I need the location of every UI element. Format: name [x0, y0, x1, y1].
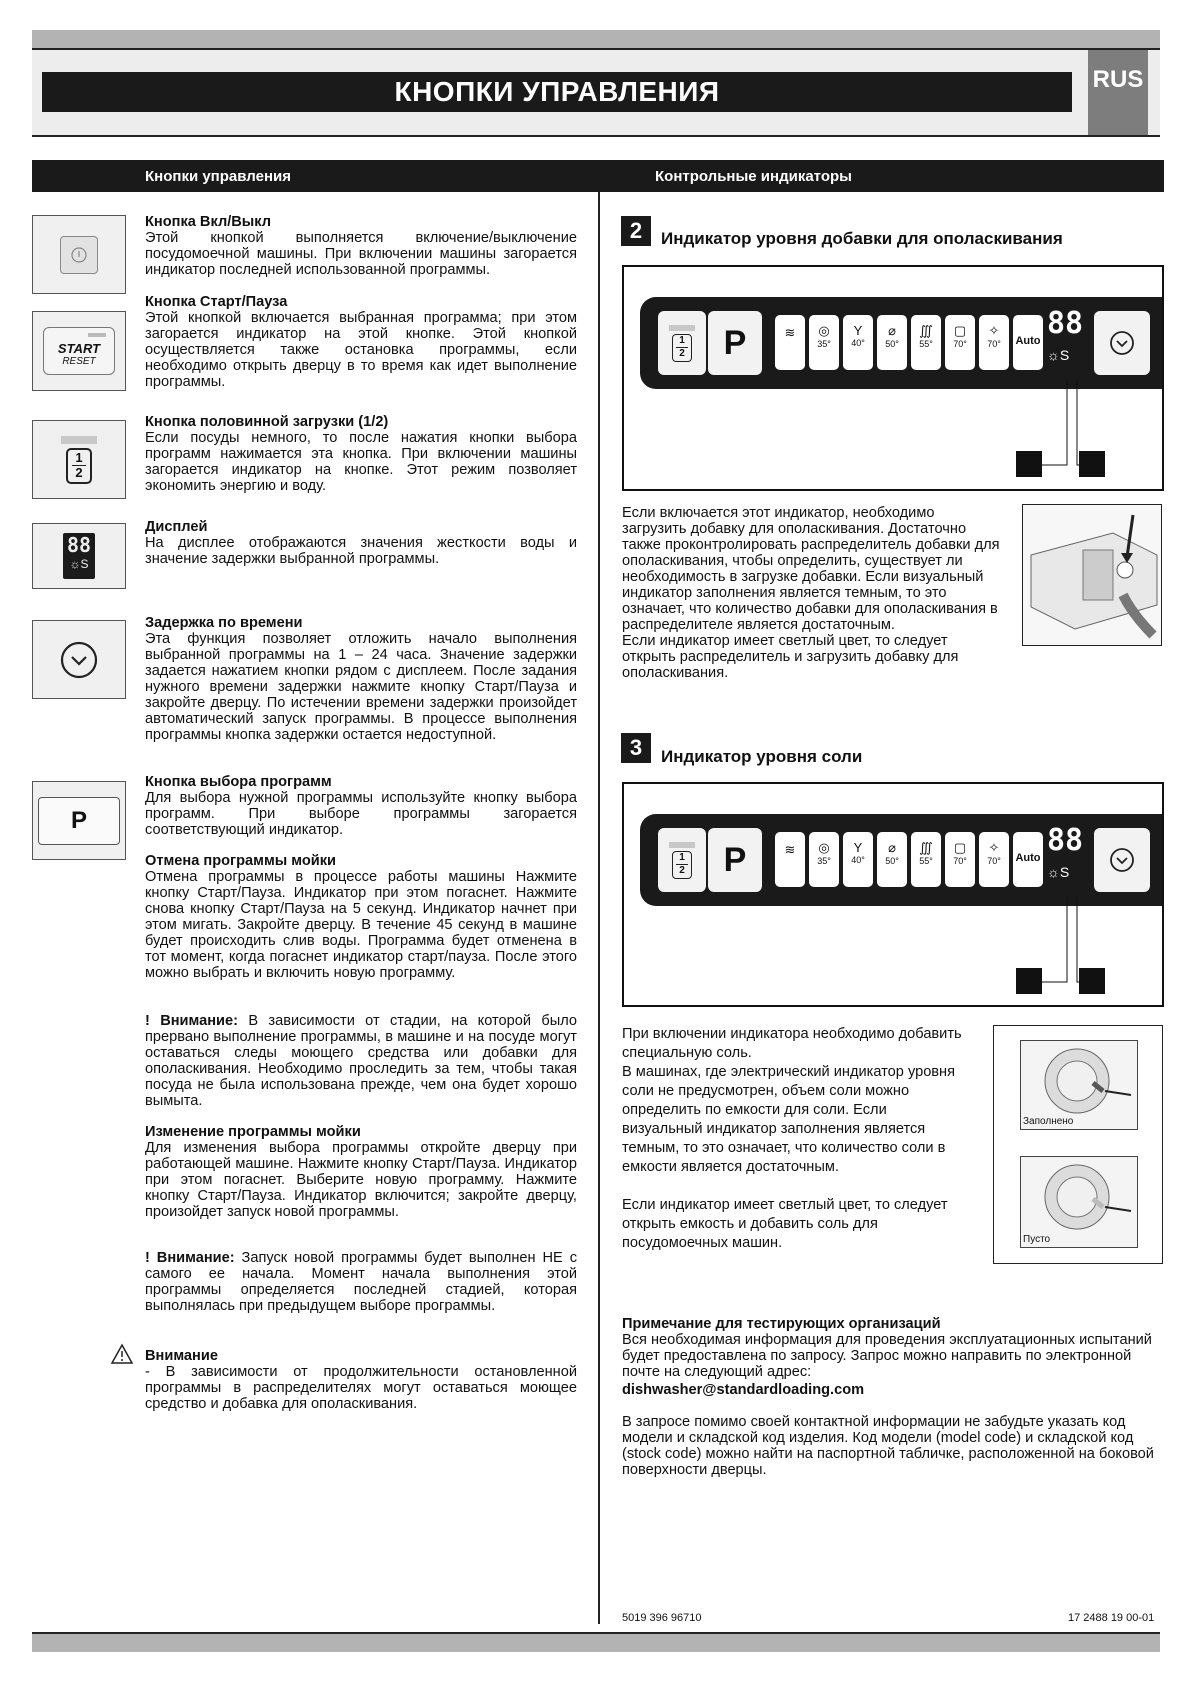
section-left-title: Кнопки управления [145, 168, 291, 185]
warning-triangle-icon [110, 1343, 134, 1365]
program-key: P [708, 828, 762, 892]
half-bottom: 2 [679, 864, 685, 876]
rinse-aid-dispenser-drawing [1023, 505, 1163, 647]
indicator-2-number: 2 [621, 216, 651, 246]
page-title: КНОПКИ УПРАВЛЕНИЯ [42, 72, 1072, 112]
half-top: 1 [679, 851, 685, 863]
salt-full-image [1020, 1040, 1138, 1130]
warning-text: Запуск новой программы будет выполнен НЕ с самого ее начала. Момент начала выполнения этой программы определяется последней стадией, которая выполнялась при предыдущем выборе программы. [145, 1250, 577, 1314]
eco-glyph: ◎ [818, 323, 830, 338]
program-button: P [38, 797, 120, 845]
reset-label: RESET [62, 356, 96, 367]
item-title: Кнопка половинной загрузки (1/2) [145, 414, 389, 430]
panel-display-digits: 88 [1047, 823, 1084, 858]
note-text: Вся необходимая информация для проведения эксплуатационных испытаний будет предоставлена по запросу. Запрос можно направить по электронной почте на следующий адрес: [622, 1332, 1152, 1380]
rinse-aid-dispenser-image [1022, 504, 1162, 646]
warning-text: В зависимости от стадии, на которой было прервано выполнение программы, в машине и на посуде могут оставаться следы моющего средства или добавки для ополаскивания. Необходимо проследить за тем, чтобы такая посуда не была использована прежде, чем она будет хорошо вымыта. [145, 1013, 577, 1109]
panel-sun-s-icon: ☼S [1047, 864, 1070, 880]
footer-left-code: 5019 396 96710 [622, 1612, 702, 1624]
display-unit [63, 533, 95, 579]
eco-glyph: ⌀ [888, 840, 896, 855]
note-title: Примечание для тестирующих организаций [622, 1316, 941, 1332]
indicator-3-text: При включении индикатора необходимо добавить специальную соль. В машинах, где электрический индикатор уровня соли не предусмотрен, объем соли можно определить по емкости для соли. Если визуальный индикатор заполнения является темным, то это означает, что количество соли в емкости является достаточным. Если индикатор имеет светлый цвет, то следует открыть емкость и добавить соль для посудомоечных машин. [622, 1026, 962, 1251]
item-start [145, 294, 577, 390]
top-band [32, 30, 1160, 48]
power-button [60, 236, 98, 274]
item-display [145, 519, 577, 567]
item-text: Если посуды немного, то после нажатия кнопки выбора программ нажимается эта кнопка. При включении машины загорается индикатор на кнопке. Этот режим позволяет экономить энергию и воду. [145, 430, 577, 494]
bottom-band [32, 1634, 1160, 1652]
item-program [145, 774, 577, 838]
item-title: Отмена программы мойки [145, 853, 337, 869]
temp-label: 70° [953, 856, 967, 866]
program-auto-icon: Auto [1013, 315, 1043, 370]
temp-label: 55° [919, 856, 933, 866]
half-top: 1 [679, 334, 685, 346]
half-load-button-image [32, 420, 126, 499]
item-text: Для изменения выбора программы откройте дверцу при работающей машине. Нажмите кнопку Старт/Пауза. Индикатор при этом погаснет. Выберите новую программу. Нажмите кнопку Старт/Пауза. Индикатор включится; закройте дверцу, произойдет запуск новой программы. [145, 1140, 577, 1220]
temp-label: 40° [851, 855, 865, 865]
program-button-image [32, 781, 126, 860]
callout-marker [1079, 968, 1105, 994]
temp-label: 40° [851, 338, 865, 348]
item-cancel [145, 853, 577, 981]
temp-label: 55° [919, 339, 933, 349]
section-right-title: Контрольные индикаторы [655, 168, 852, 185]
half-bottom: 2 [679, 347, 685, 359]
warning-label: ! Внимание: [145, 1013, 238, 1029]
eco-glyph: ⌀ [888, 323, 896, 338]
item-delay [145, 615, 577, 743]
item-text: - В зависимости от продолжительности остановленной программы в распределителях могут оставаться моющее средство и добавка для ополаскивания. [145, 1364, 577, 1412]
control-panel-figure-1 [622, 265, 1164, 491]
program-auto-icon: Auto [1013, 832, 1043, 887]
item-half-load [145, 414, 577, 494]
glass-glyph: Y [853, 840, 863, 855]
callout-marker [1016, 451, 1042, 477]
panel-display-digits: 88 [1047, 306, 1084, 341]
item-warning-3 [145, 1348, 577, 1412]
prewash-icon: ≋ [775, 315, 805, 370]
warning-label: ! Внимание: [145, 1250, 235, 1266]
footer-right-code: 17 2488 19 00-01 [1068, 1612, 1155, 1624]
temp-label: 35° [817, 339, 831, 349]
item-warning-1 [145, 1013, 577, 1109]
daily-glyph: ∭ [919, 840, 933, 855]
half-load-icon [66, 448, 92, 484]
start-label: START [57, 341, 101, 356]
panel-sun-s-icon: ☼S [1047, 347, 1070, 363]
item-warning-2 [145, 1250, 577, 1314]
item-text: Для выбора нужной программы используйте кнопку выбора программ. При выборе программы загорается соответствующий индикатор. [145, 790, 577, 838]
item-title: Кнопка Старт/Пауза [145, 294, 288, 310]
item-text [145, 1013, 577, 1109]
note-email[interactable]: dishwasher@standardloading.com [622, 1382, 865, 1398]
header-rule [32, 135, 1160, 137]
item-text: На дисплее отображаются значения жесткости воды и значение задержки выбранной программы. [145, 535, 577, 567]
item-title: Задержка по времени [145, 615, 303, 631]
salt-indicator-image [993, 1025, 1163, 1264]
intensive-glyph: ✧ [988, 840, 1000, 855]
item-text: Этой кнопкой включается выбранная программа; при этом загорается индикатор на этой кнопке. Этой кнопкой осуществляется также остановка программы, если необходимо открыть дверцу в то время как идет выполнение программы. [145, 310, 577, 390]
daily-glyph: ∭ [919, 323, 933, 338]
item-change [145, 1124, 577, 1220]
eco-glyph: ◎ [818, 840, 830, 855]
salt-empty-label: Пусто [1023, 1234, 1051, 1245]
glass-glyph: Y [853, 323, 863, 338]
note-text-2: В запросе помимо своей контактной информации не забудьте указать код модели и складской код изделия. Код модели (model code) и складской код (stock code) можно найти на паспортной табличке, расположенной на боковой поверхности дверцы. [622, 1414, 1154, 1478]
start-reset-button [43, 327, 115, 375]
control-panel-figure-2 [622, 782, 1164, 1007]
indicator-2-text: Если включается этот индикатор, необходимо загрузить добавку для ополаскивания. Достаточно также проконтролировать распределитель добавки для ополаскивания, чтобы определить, существует ли необходимость в загрузке добавки. Если визуальный индикатор заполнения является темным, то это означает, что количество добавки для ополаскивания в распределителе является достаточным. Если индикатор имеет светлый цвет, то следует открыть распределитель и загрузить добавку для ополаскивания. [622, 505, 1000, 681]
temp-label: 50° [885, 856, 899, 866]
indicator-2-title: Индикатор уровня добавки для ополаскивания [661, 229, 1063, 248]
display-image [32, 523, 126, 589]
language-tab: RUS [1088, 50, 1148, 135]
column-divider [598, 192, 600, 1624]
testing-note [622, 1316, 1162, 1478]
half-load-led [61, 436, 97, 444]
item-text: Эта функция позволяет отложить начало выполнения выбранной программы на 1 – 24 часа. Значение задержки задается нажатием кнопки рядом с дисплеем. После задания нужного времени задержки нажмите кнопку Старт/Пауза и закройте дверцу. По истечении времени задержки произойдет автоматический запуск программы. В процессе выполнения программы кнопка задержки остается недоступной. [145, 631, 577, 743]
salt-full-label: Заполнено [1023, 1116, 1074, 1127]
item-text [145, 1250, 577, 1314]
indicator-3-number: 3 [621, 733, 651, 763]
delay-button-image [32, 620, 126, 699]
half-bottom: 2 [75, 464, 83, 480]
callout-marker [1079, 451, 1105, 477]
temp-label: 70° [987, 856, 1001, 866]
temp-label: 70° [953, 339, 967, 349]
callout-marker [1016, 968, 1042, 994]
program-key: P [708, 311, 762, 375]
intensive-glyph: ✧ [988, 323, 1000, 338]
start-button-image [32, 311, 126, 391]
item-power [145, 214, 577, 278]
item-title: Внимание [145, 1348, 218, 1364]
salt-empty-image [1020, 1156, 1138, 1248]
item-title: Кнопка выбора программ [145, 774, 332, 790]
section-bar [32, 160, 1164, 192]
chevron-down-circle-icon [59, 640, 99, 680]
prewash-icon: ≋ [775, 832, 805, 887]
half-top: 1 [75, 449, 83, 465]
power-button-image [32, 215, 126, 294]
pot-glyph: ▢ [953, 323, 967, 338]
temp-label: 35° [817, 856, 831, 866]
indicator-3-title: Индикатор уровня соли [661, 747, 863, 766]
temp-label: 50° [885, 339, 899, 349]
item-title: Кнопка Вкл/Выкл [145, 214, 272, 230]
display-digits: 88 [66, 533, 92, 557]
temp-label: 70° [987, 339, 1001, 349]
pot-glyph: ▢ [953, 840, 967, 855]
item-text: Отмена программы в процессе работы машины Нажмите кнопку Старт/Пауза. Индикатор при этом погаснет. Нажмите снова кнопку Старт/Пауза на 5 секунд. Индикатор начнет при этом мигать. Закройте дверцу. В течение 45 секунд в машине будет происходить слив воды. Программа будет отменена в тот момент, когда погаснет индикатор старт/пауза. После этого можно выбрать и включить новую программу. [145, 869, 577, 981]
power-icon [70, 246, 88, 264]
start-led [88, 333, 106, 337]
item-title: Изменение программы мойки [145, 1124, 361, 1140]
item-title: Дисплей [145, 519, 208, 535]
display-sun-s-icon: ☼S [69, 557, 89, 571]
item-text: Этой кнопкой выполняется включение/выключение посудомоечной машины. При включении машины загорается индикатор последней использованной программы. [145, 230, 577, 278]
